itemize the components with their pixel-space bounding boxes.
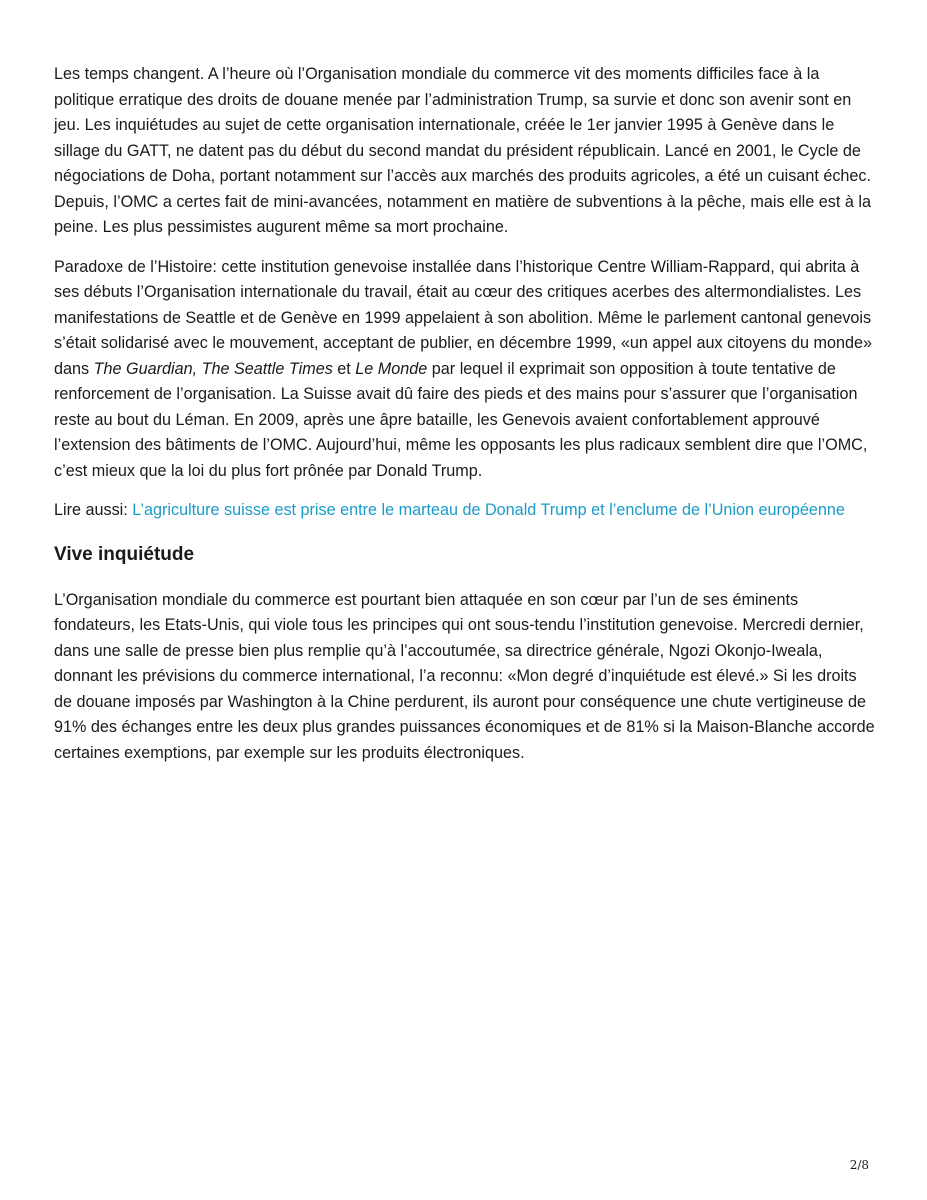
section-heading: Vive inquiétude: [54, 543, 195, 565]
newspaper-le-monde: Le Monde: [355, 359, 428, 378]
read-also-label: Lire aussi:: [54, 501, 133, 519]
paragraph-concern: L’Organisation mondiale du commerce est pourtant bien attaquée en son cœur par l’un de ses éminents fondateurs, les Etats-Unis, qui viole tous les principes qui ont sous-tendu l’institution genevoise. Mercredi dernier, dans une salle de presse bien plus remplie qu’à l’accoutumée, sa directrice générale, Ngozi Okonjo-Iweala, donnant les prévisions du commerce international, l’a reconnu: «Mon degré d’inquiétude est élevé.» Si les droits de douane imposés par Washington à la Chine perdurent, ils auront pour conséquence une chute vertigineuse de 91% des échanges entre les deux plus grandes puissances économiques et de 81% si la Maison-Blanche accorde certaines exemptions, par exemple sur les produits électroniques.: [54, 590, 875, 762]
paragraph-history-text-3: par lequel il exprimait son opposition à toute tentative de renforcement de l’organisation. La Suisse avait dû faire des pieds et des mains pour s’assurer que l’organisation reste au bout du Léman. En 2009, après une âpre bataille, les Genevois avaient confortablement approuvé l’extension des bâtiments de l’OMC. Aujourd’hui, même les opposants les plus radicaux semblent dire que l’OMC, c’est mieux que la loi du plus fort prônée par Donald Trump.: [54, 359, 868, 480]
read-also-link[interactable]: L’agriculture suisse est prise entre le marteau de Donald Trump et l’enclume de l’Union européenne: [132, 501, 845, 519]
paragraph-history: [54, 255, 876, 485]
paragraph-intro: Les temps changent. A l’heure où l’Organisation mondiale du commerce vit des moments difficiles face à la politique erratique des droits de douane menée par l’administration Trump, sa survie et donc son avenir sont en jeu. Les inquiétudes au sujet de cette organisation internationale, créée le 1er janvier 1995 à Genève dans le sillage du GATT, ne datent pas du début du second mandat du président républicain. Lancé en 2001, le Cycle de négociations de Doha, portant notamment sur l’accès aux marchés des produits agricoles, a été un cuisant échec. Depuis, l’OMC a certes fait de mini-avancées, notamment en matière de subventions à la pêche, mais elle est à la peine. Les plus pessimistes augurent même sa mort prochaine.: [54, 65, 872, 236]
article-body: [54, 62, 876, 780]
read-also: [54, 498, 876, 524]
page-number: 2/8: [849, 1158, 869, 1172]
newspaper-titles: The Guardian, The Seattle Times: [93, 359, 333, 378]
paragraph-history-text-2: et: [332, 359, 356, 378]
paragraph-history-text-1: Paradoxe de l’Histoire: cette institution genevoise installée dans l’historique Centre William-Rappard, qui abrita à ses débuts l’Organisation internationale du travail, était au cœur des critiques acerbes des altermondialistes. Les manifestations de Seattle et de Genève en 1999 appelaient à son abolition. Même le parlement cantonal genevois s’était solidarisé avec le mouvement, acceptant de publier, en décembre 1999, «un appel aux citoyens du monde» dans: [54, 257, 872, 378]
